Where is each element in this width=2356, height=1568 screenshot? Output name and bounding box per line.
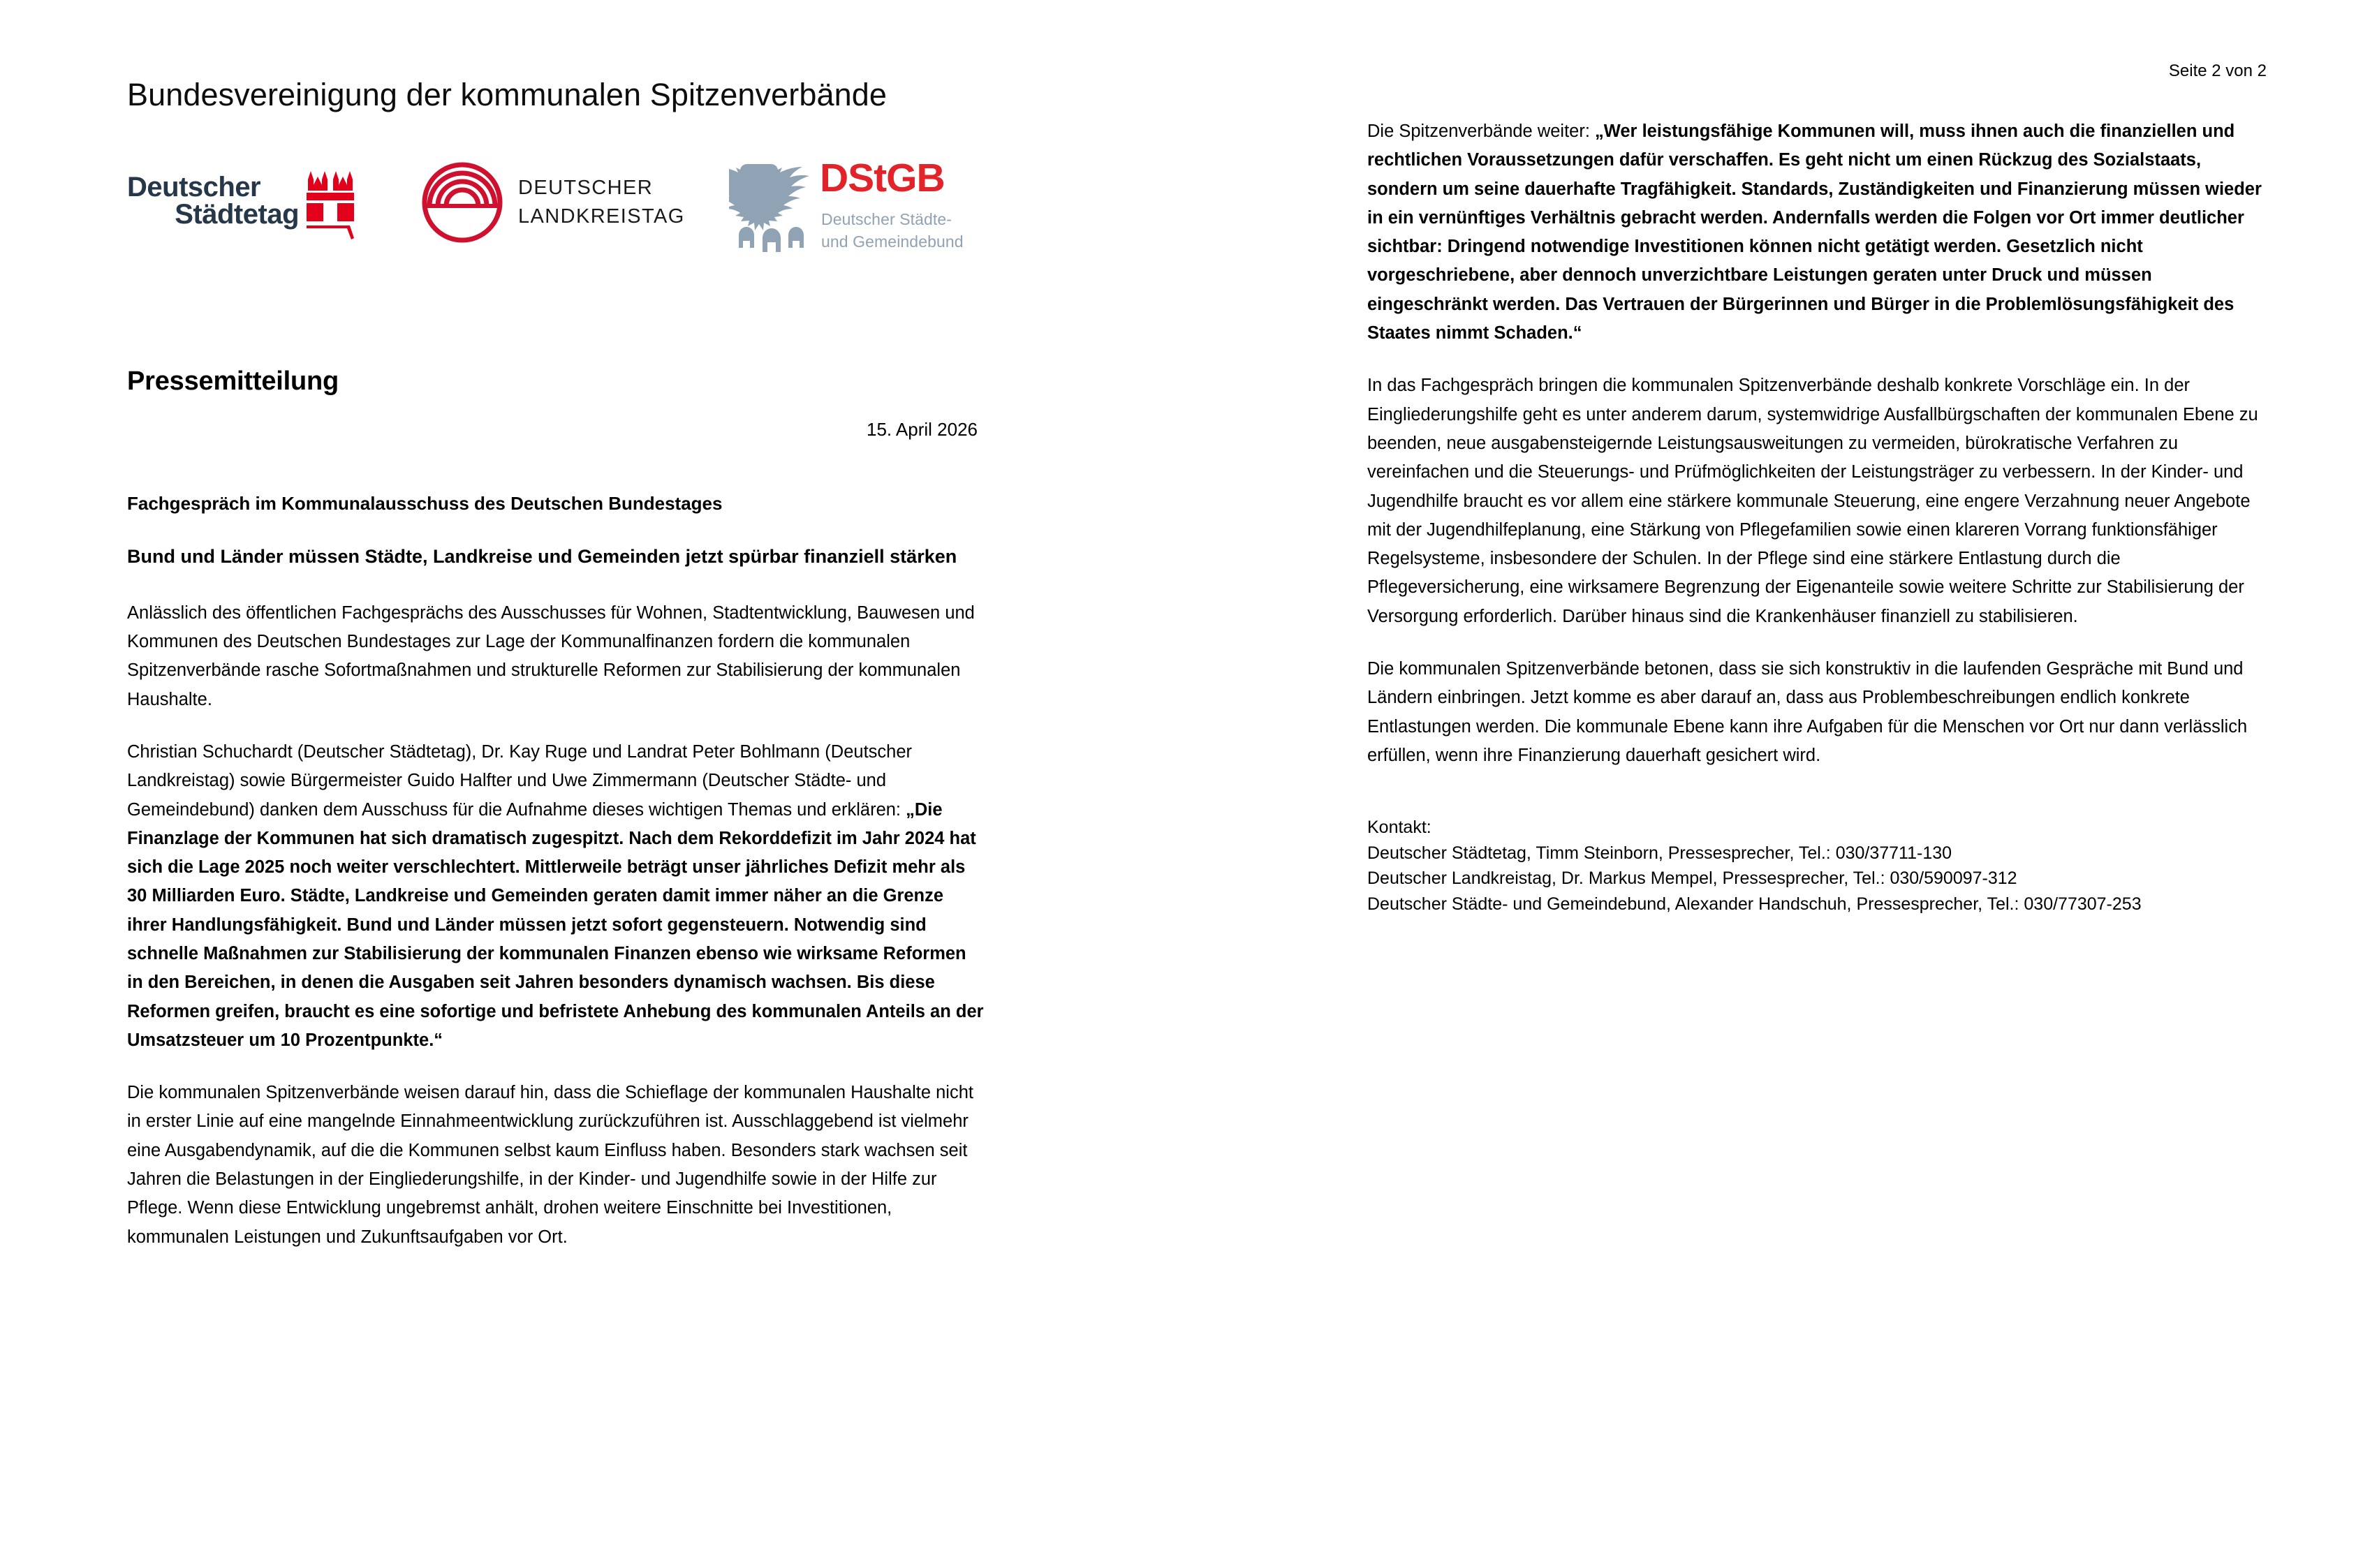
paragraph-statement <box>127 738 986 1055</box>
paragraph-quote-text: „Wer leistungsfähige Kommunen will, muss ihnen auch die finanziellen und rechtlichen Voraussetzungen dafür verschaffen. Es geht nicht um einen Rückzug des Sozialstaats, sondern um seine dauerhafte Tragfähigkeit. Standards, Zuständigkeiten und Finanzierung müssen wieder in ein vernünftiges Verhältnis gebracht werden. Andernfalls werden die Folgen vor Ort immer deutlicher sichtbar: Dringend notwendige Investitionen können nicht getätigt werden. Gesetzlich nicht vorgeschriebene, aber dennoch unverzichtbare Leistungen geraten unter Druck und müssen eingeschränkt werden. Das Vertrauen der Bürgerinnen und Bürger in die Problemlösungsfähigkeit des Staates nimmt Schaden.“ <box>1367 121 2262 343</box>
contact-landkreistag: Deutscher Landkreistag, Dr. Markus Mempel, Pressesprecher, Tel.: 030/590097-312 <box>1367 868 2017 889</box>
press-release-title: Pressemitteilung <box>127 367 339 396</box>
staedtetag-line2: Städtetag <box>175 198 299 230</box>
paragraph-statement-intro: Christian Schuchardt (Deutscher Städtetag), Dr. Kay Ruge und Landrat Peter Bohlmann (Deutscher Landkreistag) sowie Bürgermeister Guido Halfter und Uwe Zimmermann (Deutscher Städte- und Gemeindebund) danken dem Ausschuss für die Aufnahme dieses wichtigen Themas und erklären: <box>127 741 913 820</box>
masthead-title: Bundesvereinigung der kommunalen Spitzenverbände <box>127 77 888 112</box>
circle-arches-emblem-icon <box>420 156 504 250</box>
dstgb-subtitle-line2: und Gemeindebund <box>821 232 964 251</box>
page-indicator: Seite 2 von 2 <box>2168 61 2267 80</box>
paragraph-intro: Anlässlich des öffentlichen Fachgesprächs des Ausschusses für Wohnen, Stadtentwicklung, Bauwesen und Kommunen des Deutschen Bundestages zur Lage der Kommunalfinanzen fordern die kommunalen Spitzenverbände rasche Sofortmaßnahmen und strukturelle Reformen zur Stabilisierung der kommunalen Haushalte. <box>127 602 975 709</box>
landkreistag-line2: LANDKREISTAG <box>518 205 685 228</box>
subject-line: Fachgespräch im Kommunalausschuss des Deutschen Bundestages <box>127 493 723 514</box>
dstgb-subtitle-line1: Deutscher Städte- <box>821 210 952 228</box>
contact-block <box>1367 815 2268 917</box>
left-column <box>127 77 986 1252</box>
landkreistag-wordmark <box>518 174 685 231</box>
dstgb-acronym: DStGB <box>820 156 945 200</box>
eagle-and-gates-emblem-icon <box>729 154 813 252</box>
paragraph-proposals: In das Fachgespräch bringen die kommunalen Spitzenverbände deshalb konkrete Vorschläge ein. In der Eingliederungshilfe geht es unter anderem darum, systemwidrige Ausfallbürgschaften der kommunalen Ebene zu beenden, neue ausgabensteigernde Leistungsausweitungen zu vermeiden, bürokratische Verfahren zu vereinfachen und die Steuerungs- und Prüfmöglichkeiten der Leistungsträger zu verbessern. In der Kinder- und Jugendhilfe braucht es vor allem eine stärkere kommunale Steuerung, eine engere Verzahnung neuer Angebote mit der Jugendhilfeplanung, eine Stärkung von Pflegefamilien sowie einen klareren Vorrang funktionsfähiger Regelsysteme, insbesondere der Schulen. In der Pflege sind eine stärkere Entlastung durch die Pflegeversicherung, eine wirksamere Begrenzung der Eigenanteile sowie weitere Schritte zur Stabilisierung der Versorgung erforderlich. Darüber hinaus sind die Krankenhäuser finanziell zu stabilisieren. <box>1367 376 2258 626</box>
contact-label: Kontakt: <box>1367 818 1431 838</box>
staedtetag-wordmark <box>127 174 302 228</box>
logo-deutscher-staedtetag <box>127 164 358 251</box>
logo-deutscher-landkreistag <box>420 156 756 253</box>
landkreistag-line1: DEUTSCHER <box>518 177 654 199</box>
staedtetag-line1: Deutscher <box>127 172 261 202</box>
logo-row <box>127 151 986 256</box>
contact-dstgb: Deutscher Städte- und Gemeindebund, Alexander Handschuh, Pressesprecher, Tel.: 030/77307-253 <box>1367 894 2142 914</box>
press-release-date: 15. April 2026 <box>866 419 978 440</box>
paragraph-statement-quote: „Die Finanzlage der Kommunen hat sich dramatisch zugespitzt. Nach dem Rekorddefizit im Jahr 2024 hat sich die Lage 2025 noch weiter verschlechtert. Mittlerweile beträgt unser jährliches Defizit mehr als 30 Milliarden Euro. Städte, Landkreise und Gemeinden geraten damit immer näher an die Grenze ihrer Handlungsfähigkeit. Bund und Länder müssen jetzt sofort gegensteuern. Notwendig sind schnelle Maßnahmen zur Stabilisierung der kommunalen Finanzen ebenso wie wirksame Reformen in den Bereichen, in denen die Ausgaben seit Jahren besonders dynamisch wachsen. Bis diese Reformen greifen, braucht es eine sofortige und befristete Anhebung des kommunalen Anteils an der Umsatzsteuer um 10 Prozentpunkte.“ <box>127 799 984 1050</box>
city-gate-emblem-icon <box>305 164 355 242</box>
dstgb-subtitle <box>821 209 964 253</box>
paragraph-conclusion: Die kommunalen Spitzenverbände betonen, dass sie sich konstruktiv in die laufenden Gespräche mit Bund und Ländern einbringen. Jetzt komme es aber darauf an, dass aus Problembeschreibungen endlich konkrete Entlastungen werden. Die kommunale Ebene kann ihre Aufgaben für die Menschen vor Ort nur dann verlässlich erfüllen, wenn ihre Finanzierung dauerhaft gesichert wird. <box>1367 659 2248 765</box>
paragraph-quote-continued <box>1367 117 2268 348</box>
right-column <box>1367 61 2268 917</box>
logo-dstgb <box>729 154 1015 253</box>
contact-staedtetag: Deutscher Städtetag, Timm Steinborn, Pressesprecher, Tel.: 030/37711-130 <box>1367 843 1952 863</box>
headline: Bund und Länder müssen Städte, Landkreise und Gemeinden jetzt spürbar finanziell stärken <box>127 545 957 567</box>
paragraph-quote-intro: Die Spitzenverbände weiter: <box>1367 121 1596 141</box>
paragraph-causes: Die kommunalen Spitzenverbände weisen darauf hin, dass die Schieflage der kommunalen Haushalte nicht in erster Linie auf eine mangelnde Einnahmeentwicklung zurückzuführen ist. Ausschlaggebend ist vielmehr eine Ausgabendynamik, auf die die Kommunen selbst kaum Einfluss haben. Besonders stark wachsen seit Jahren die Belastungen in der Eingliederungshilfe, in der Kinder- und Jugendhilfe sowie in der Hilfe zur Pflege. Wenn diese Entwicklung ungebremst anhält, drohen weitere Einschnitte bei Investitionen, kommunalen Leistungen und Zukunftsaufgaben vor Ort. <box>127 1083 973 1247</box>
